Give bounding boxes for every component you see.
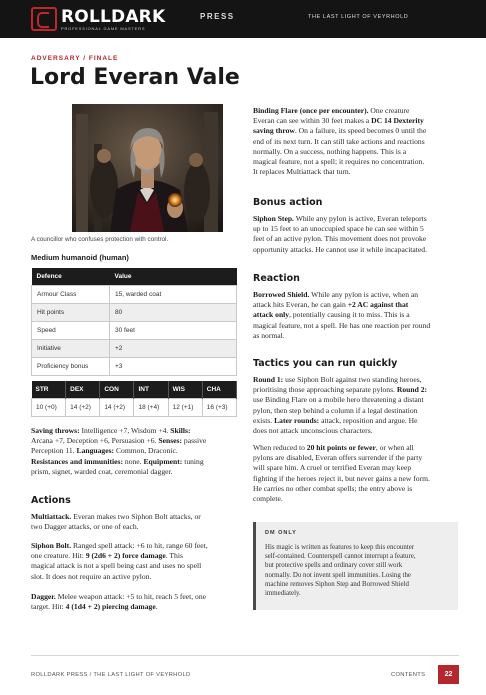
text-line bbox=[253, 331, 463, 341]
text-line bbox=[253, 321, 463, 331]
surrender-threshold: 20 hit points or fewer bbox=[306, 443, 376, 452]
section-label: PRESS bbox=[200, 12, 235, 21]
text-line bbox=[253, 453, 463, 463]
dagger-damage: 4 (1d4 + 2) piercing damage bbox=[65, 602, 156, 612]
siphon-bolt-damage: 9 (2d6 + 2) force damage bbox=[85, 551, 166, 561]
text-line bbox=[31, 602, 243, 612]
text-line bbox=[253, 406, 463, 416]
siphon-bolt-label: Siphon Bolt. bbox=[31, 541, 72, 550]
table-cell: Initiative bbox=[32, 339, 110, 357]
skills-label: Skills: bbox=[170, 426, 191, 435]
dm-note-label: DM ONLY bbox=[265, 530, 297, 536]
tactics-text: pylon, then step behind a column if a legal destination bbox=[253, 405, 418, 415]
saving-throws-value: Intelligence +7, Wisdom +4. bbox=[81, 426, 169, 435]
text-line bbox=[253, 290, 463, 300]
languages-label: Languages: bbox=[76, 446, 115, 456]
borrowed-shield-text: attack hits Everan, he can gain bbox=[253, 300, 346, 310]
later-rounds-label: Later rounds: bbox=[274, 415, 320, 425]
tactics-text: use Binding Flare on a mobile hero threatening a distant bbox=[253, 395, 424, 405]
surrender-text: will spare him. A cruel or terrified Everan may keep bbox=[253, 463, 412, 473]
text-line bbox=[253, 474, 463, 484]
binding-flare-block bbox=[253, 106, 463, 177]
text-line bbox=[253, 245, 463, 255]
table-cell: +3 bbox=[110, 357, 237, 375]
dagger-label: Dagger. bbox=[31, 592, 56, 601]
tactics-text: exists. bbox=[253, 415, 273, 425]
text-line bbox=[253, 234, 463, 244]
character-portrait bbox=[72, 104, 223, 232]
table-cell: Armour Class bbox=[32, 285, 110, 303]
text-line bbox=[253, 375, 463, 385]
borrowed-shield-text: , potentially causing it to miss. This is a bbox=[289, 310, 410, 320]
traits-block bbox=[31, 426, 241, 477]
borrowed-shield-bonus: +2 AC against that bbox=[347, 300, 409, 310]
borrowed-shield-text: While any pylon is active, when an bbox=[311, 290, 419, 299]
tactics-heading: Tactics you can run quickly bbox=[253, 358, 398, 369]
text-line bbox=[31, 522, 243, 532]
dm-note-box bbox=[253, 522, 458, 610]
borrowed-shield-bonus-cont: attack only bbox=[253, 310, 290, 320]
text-line bbox=[31, 467, 241, 477]
table-row bbox=[32, 339, 237, 357]
surrender-text: , or when all bbox=[375, 443, 414, 452]
siphon-bolt-text: slot. It does not require an active pylon. bbox=[31, 571, 152, 581]
surrender-text: fighting if the heroes reject it, but never gains a new form. bbox=[253, 473, 430, 483]
table-cell: 16 (+3) bbox=[202, 398, 236, 416]
borrowed-shield-block bbox=[253, 290, 463, 341]
equipment-value: tuning bbox=[184, 456, 204, 466]
siphon-step-text: feet of an active pylon. This movement does not provoke bbox=[253, 234, 427, 244]
text-line: but protective spells and ordinary cover still work bbox=[265, 562, 403, 570]
table-cell: 10 (+0) bbox=[32, 398, 66, 416]
siphon-step-block bbox=[253, 214, 463, 255]
surrender-text: complete. bbox=[253, 494, 283, 504]
multiattack-label: Multiattack. bbox=[31, 512, 72, 521]
creature-type: Medium humanoid (human) bbox=[31, 253, 129, 262]
saving-throws-label: Saving throws: bbox=[31, 426, 80, 435]
siphon-step-text: up to 15 feet to an unoccupied space he can see within 5 bbox=[253, 224, 424, 234]
table-row bbox=[32, 285, 237, 303]
text-line bbox=[253, 116, 463, 126]
table-cell: 14 (+2) bbox=[66, 398, 100, 416]
text-line bbox=[31, 551, 243, 561]
text-line: His magic is written as features to keep this encounter bbox=[265, 544, 415, 551]
column-header: Defence bbox=[32, 268, 110, 285]
text-line bbox=[253, 126, 463, 136]
round-1-label: Round 1: bbox=[253, 375, 284, 384]
siphon-bolt-text: Ranged spell attack: +6 to hit, range 60 feet, bbox=[73, 541, 208, 550]
siphon-bolt-text: . This bbox=[165, 551, 183, 561]
multiattack-block bbox=[31, 512, 243, 532]
resistances-value: none. bbox=[124, 456, 142, 466]
text-line bbox=[253, 484, 463, 494]
column-header: STR bbox=[32, 381, 66, 398]
dagger-text: Melee weapon attack: +5 to hit, reach 5 feet, one bbox=[57, 592, 207, 601]
text-line bbox=[253, 157, 463, 167]
text-line bbox=[31, 541, 243, 551]
ability-scores-table bbox=[31, 381, 237, 417]
tactics-rounds-block bbox=[253, 375, 463, 436]
footer-credit: ROLLDARK PRESS / THE LAST LIGHT OF VEYRHOLD bbox=[31, 672, 191, 678]
surrender-text: He carries no other combat spells; the entry above is bbox=[253, 483, 413, 493]
binding-flare-text: One creature bbox=[370, 106, 410, 115]
tactics-text: does not attack unconscious characters. bbox=[253, 426, 373, 436]
contents-link[interactable]: CONTENTS bbox=[391, 672, 426, 678]
page-number: 22 bbox=[438, 665, 459, 684]
dm-note-text bbox=[265, 543, 455, 598]
text-line bbox=[31, 426, 241, 436]
surrender-text: pylons are disabled, Everan offers surrender if the party bbox=[253, 453, 423, 463]
binding-flare-text: end of its next turn. It can still take actions and reactions bbox=[253, 136, 425, 146]
text-line bbox=[31, 572, 243, 582]
binding-flare-text: . On a failure, its speed becomes 0 until the bbox=[294, 126, 427, 136]
text-line bbox=[31, 512, 243, 522]
text-line bbox=[253, 310, 463, 320]
binding-flare-text: Everan can see within 30 feet makes a bbox=[253, 116, 370, 126]
column-header: Value bbox=[110, 268, 237, 285]
text-line bbox=[253, 426, 463, 436]
equipment-label: Equipment: bbox=[143, 456, 183, 466]
table-cell: 30 feet bbox=[110, 321, 237, 339]
binding-flare-text: normally. On a success, nothing happens. This is a bbox=[253, 146, 407, 156]
text-line: self-contained. Counterspell cannot interrupt a feature, bbox=[265, 553, 416, 561]
siphon-bolt-text: one creature. Hit: bbox=[31, 551, 84, 561]
equipment-value-cont: prism, signet, warded coat, ceremonial dagger. bbox=[31, 466, 173, 476]
senses-value: passive bbox=[183, 436, 207, 446]
top-header-bar bbox=[0, 0, 486, 38]
rolldark-logo-icon[interactable] bbox=[31, 7, 57, 31]
siphon-step-label: Siphon Step. bbox=[253, 214, 294, 223]
text-line: normally. Do not invent spell immunities. Losing the bbox=[265, 571, 411, 579]
portrait-illustration bbox=[72, 104, 223, 232]
text-line bbox=[253, 416, 463, 426]
text-line bbox=[31, 457, 241, 467]
multiattack-text-cont: two Dagger attacks, or one of each. bbox=[31, 522, 139, 532]
table-header-row bbox=[32, 268, 237, 285]
actions-heading: Actions bbox=[31, 495, 71, 506]
column-header: CON bbox=[100, 381, 134, 398]
table-row bbox=[32, 321, 237, 339]
round-2-label: Round 2: bbox=[396, 385, 428, 395]
table-cell: 15, warded coat bbox=[110, 285, 237, 303]
siphon-step-text: While any pylon is active, Everan teleports bbox=[295, 214, 427, 223]
column-header: WIS bbox=[168, 381, 202, 398]
surrender-block bbox=[253, 443, 463, 504]
text-line: machine removes Siphon Step and Borrowed Shield bbox=[265, 580, 409, 588]
binding-flare-save: saving throw bbox=[253, 126, 295, 136]
tactics-text: use Siphon Bolt against two standing heroes, bbox=[285, 375, 422, 384]
column-header: INT bbox=[134, 381, 168, 398]
tactics-text: prioritising those approaching separate pylons. bbox=[253, 385, 395, 395]
text-line bbox=[253, 137, 463, 147]
table-header-row bbox=[32, 381, 237, 398]
bonus-action-heading: Bonus action bbox=[253, 197, 323, 208]
dagger-text: . bbox=[155, 602, 158, 612]
borrowed-shield-label: Borrowed Shield. bbox=[253, 290, 310, 299]
surrender-text: When reduced to bbox=[253, 443, 305, 452]
brand-name[interactable]: ROLLDARK bbox=[61, 7, 166, 27]
dagger-block bbox=[31, 592, 243, 612]
table-cell: Speed bbox=[32, 321, 110, 339]
table-cell: 12 (+1) bbox=[168, 398, 202, 416]
text-line bbox=[253, 106, 463, 116]
skills-value: Arcana +7, Deception +6, Persuasion +6. bbox=[31, 436, 157, 446]
reaction-heading: Reaction bbox=[253, 273, 300, 284]
table-row bbox=[32, 357, 237, 375]
text-line bbox=[253, 167, 463, 177]
resistances-label: Resistances and immunities: bbox=[31, 456, 123, 466]
defence-table bbox=[31, 268, 237, 376]
languages-value: Common, Draconic. bbox=[115, 446, 178, 456]
senses-label: Senses: bbox=[158, 436, 183, 446]
section-eyebrow: ADVERSARY / FINALE bbox=[31, 55, 119, 62]
binding-flare-dc: DC 14 Dexterity bbox=[371, 116, 424, 126]
borrowed-shield-text: magical feature, not a spell. He has one reaction per round bbox=[253, 320, 431, 330]
brand-tagline: PROFESSIONAL GAME MASTERS bbox=[61, 26, 146, 31]
siphon-bolt-text: magical attack is not a spell being cast and uses no spell bbox=[31, 561, 202, 571]
text-line bbox=[253, 385, 463, 395]
text-line bbox=[31, 592, 243, 602]
text-line bbox=[253, 463, 463, 473]
dagger-text: target. Hit: bbox=[31, 602, 64, 612]
text-line bbox=[253, 224, 463, 234]
table-row bbox=[32, 303, 237, 321]
table-cell: Proficiency bonus bbox=[32, 357, 110, 375]
binding-flare-text: It replaces Multiattack that turn. bbox=[253, 167, 351, 177]
multiattack-text: Everan makes two Siphon Bolt attacks, or bbox=[73, 512, 201, 521]
footer-divider bbox=[31, 655, 459, 656]
tactics-text: attack, reposition and argue. He bbox=[321, 415, 418, 425]
text-line bbox=[253, 443, 463, 453]
text-line bbox=[31, 561, 243, 571]
table-cell: Hit points bbox=[32, 303, 110, 321]
text-line: immediately. bbox=[265, 590, 301, 598]
page-title: Lord Everan Vale bbox=[30, 65, 240, 90]
column-header: DEX bbox=[66, 381, 100, 398]
text-line bbox=[31, 446, 241, 456]
siphon-bolt-block bbox=[31, 541, 243, 582]
siphon-step-text: opportunity attacks. He cannot use it while incapacitated. bbox=[253, 244, 427, 254]
table-cell: +2 bbox=[110, 339, 237, 357]
table-cell: 14 (+2) bbox=[100, 398, 134, 416]
text-line bbox=[253, 494, 463, 504]
table-cell: 80 bbox=[110, 303, 237, 321]
binding-flare-text: magical feature, not a spell; it requires no concentration. bbox=[253, 157, 425, 167]
text-line bbox=[253, 147, 463, 157]
portrait-caption: A councillor who confuses protection with control. bbox=[31, 236, 169, 243]
text-line bbox=[31, 436, 241, 446]
book-title: THE LAST LIGHT OF VEYRHOLD bbox=[308, 14, 409, 20]
text-line bbox=[253, 395, 463, 405]
text-line bbox=[253, 214, 463, 224]
table-row bbox=[32, 398, 237, 416]
senses-value-cont: Perception 11. bbox=[31, 446, 75, 456]
text-line bbox=[253, 300, 463, 310]
borrowed-shield-text: as normal. bbox=[253, 330, 285, 340]
binding-flare-label: Binding Flare (once per encounter). bbox=[253, 106, 369, 115]
table-cell: 18 (+4) bbox=[134, 398, 168, 416]
column-header: CHA bbox=[202, 381, 236, 398]
